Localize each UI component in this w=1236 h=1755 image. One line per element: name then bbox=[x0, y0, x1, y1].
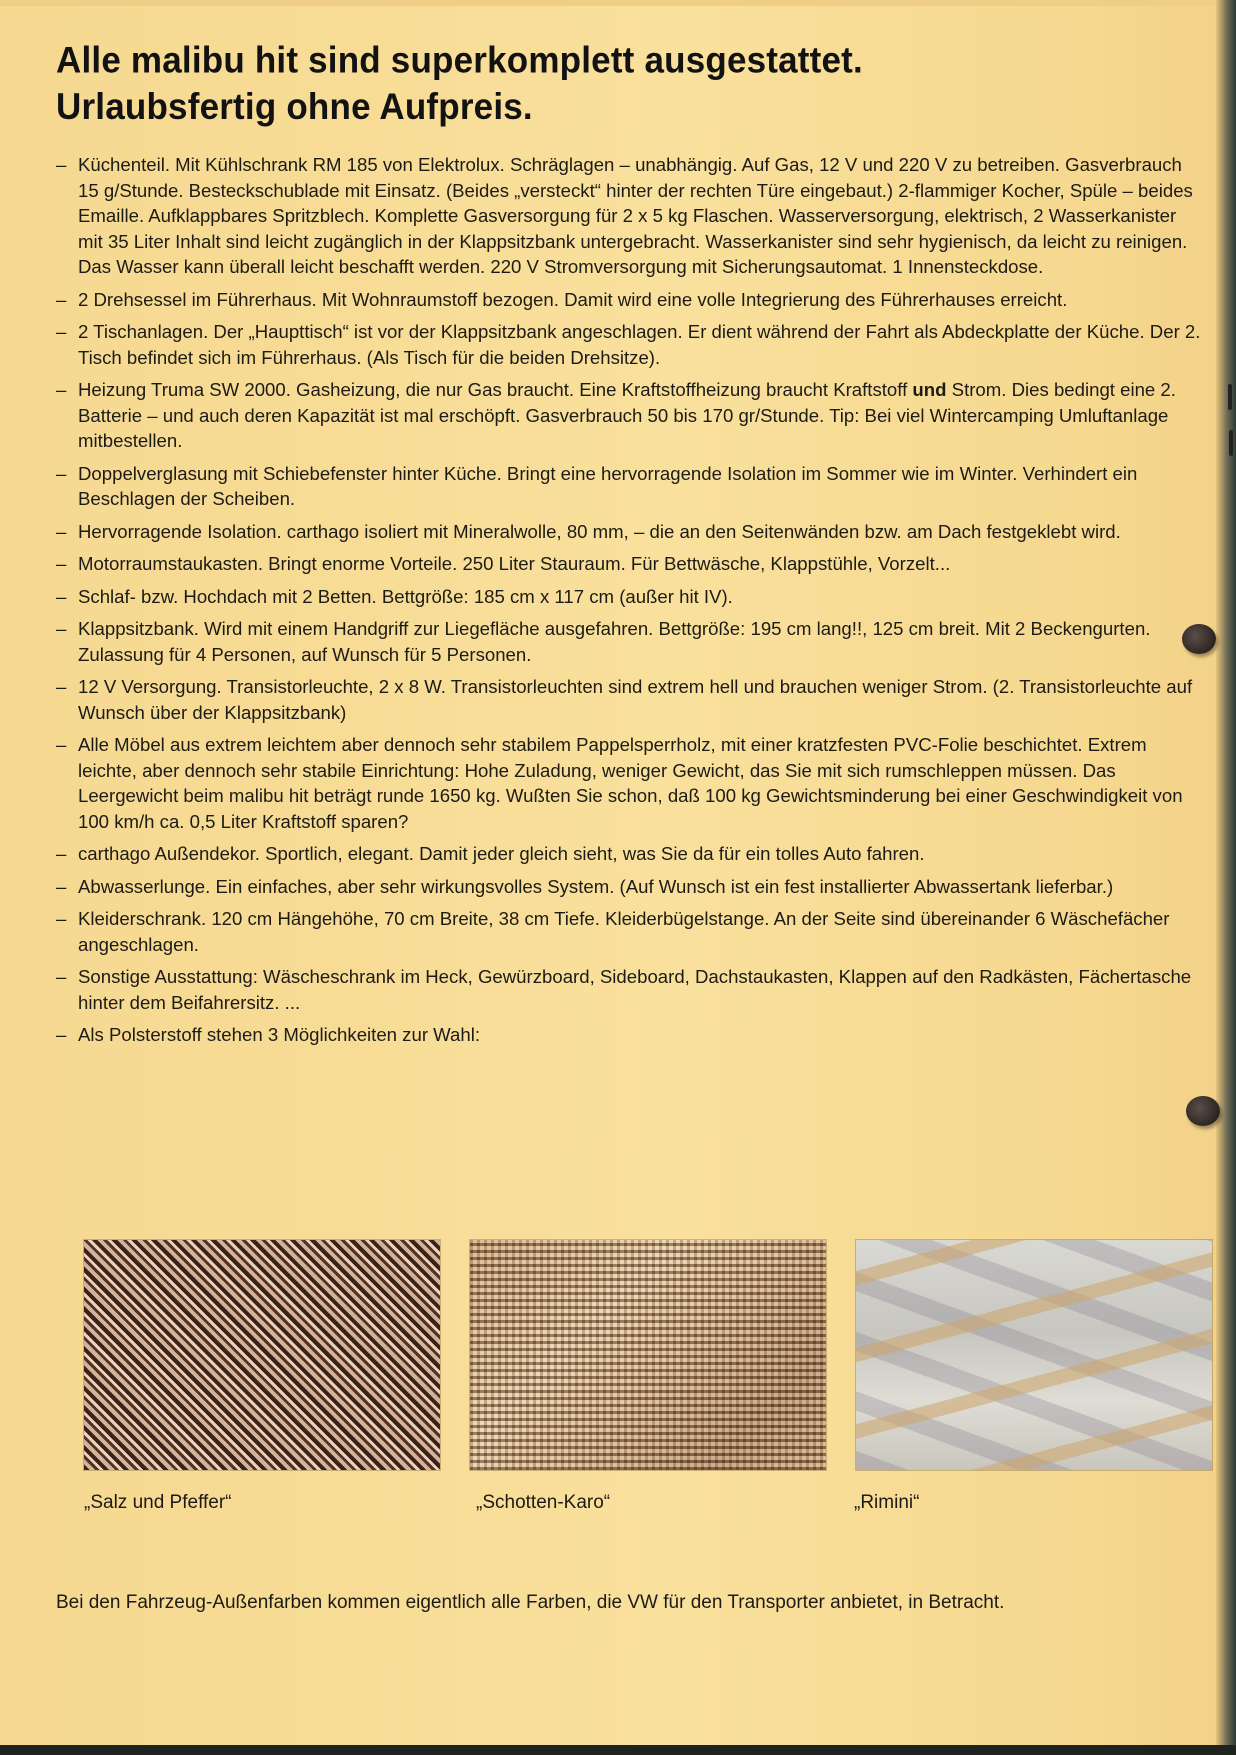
list-item-text: 2 Drehsessel im Führerhaus. Mit Wohnraumstoff bezogen. Damit wird eine volle Integrierung des Führerhauses erreicht. bbox=[78, 288, 1068, 310]
fabric-swatches bbox=[84, 1240, 1214, 1530]
list-dash: – bbox=[56, 520, 67, 542]
list-item-text: Abwasserlunge. Ein einfaches, aber sehr wirkungsvolles System. (Auf Wunsch ist ein fest installierter Abwassertank lieferbar.) bbox=[78, 875, 1114, 897]
page-bottom-edge bbox=[0, 1745, 1236, 1755]
list-item-text: Schlaf- bzw. Hochdach mit 2 Betten. Bettgröße: 185 cm x 117 cm (außer hit IV). bbox=[78, 585, 733, 607]
list-item bbox=[56, 874, 1206, 900]
list-item-text: Alle Möbel aus extrem leichtem aber dennoch sehr stabilem Pappelsperrholz, mit einer kratzfesten PVC-Folie beschichtet. Extrem leichte, aber dennoch sehr stabile Einrichtung: Hohe Zuladung, weniger Gewicht, das Sie mit sich rumschleppen müssen. Das Leergewicht beim malibu hit beträgt runde 1650 kg. Wußten Sie schon, daß 100 kg Gewichtsminderung bei einer Geschwindigkeit von 100 km/h ca. 0,5 Liter Kraftstoff sparen? bbox=[78, 734, 1183, 832]
list-dash: – bbox=[56, 676, 67, 697]
equipment-list bbox=[56, 152, 1206, 1055]
list-item-bold-word: und bbox=[912, 379, 947, 400]
list-dash: – bbox=[56, 288, 67, 310]
list-dash: – bbox=[56, 379, 67, 400]
list-item-text: Küchenteil. Mit Kühlschrank RM 185 von Elektrolux. Schräglagen – unabhängig. Auf Gas, 12 V und 220 V zu betreiben. Gasverbrauch 15 g/Stunde. Besteckschublade mit Einsatz. (Beides „versteckt“ hinter der rechten Türe eingebaut.) 2-flammiger Kocher, Spüle – beides Emaille. Aufklappbares Spritzblech. Komplette Gasversorgung für 2 x 5 kg Flaschen. Wasserversorgung, elektrisch, 2 Wasserkanister mit 35 Liter Inhalt sind leicht zugänglich in der Klappsitzbank untergebracht. Wasserkanister sind sehr hygienisch, da leicht zu reinigen. Das Wasser kann überall leicht beschafft werden. 220 V Stromversorgung mit Sicherungsautomat. 1 Innensteckdose. bbox=[78, 154, 1193, 277]
list-dash: – bbox=[56, 1024, 67, 1045]
page-right-edge bbox=[1216, 0, 1236, 1755]
margin-mark-upper bbox=[1228, 384, 1232, 410]
list-item-text: Als Polsterstoff stehen 3 Möglichkeiten zur Wahl: bbox=[78, 1024, 481, 1045]
list-item-text: Kleiderschrank. 120 cm Hängehöhe, 70 cm Breite, 38 cm Tiefe. Kleiderbügelstange. An der Seite sind übereinander 6 Wäschefächer angeschlagen. bbox=[78, 908, 1170, 955]
list-item bbox=[56, 674, 1206, 725]
list-dash: – bbox=[56, 462, 67, 484]
headline bbox=[56, 38, 1176, 130]
list-item-text: 12 V Versorgung. Transistorleuchte, 2 x 8 W. Transistorleuchten sind extrem hell und brauchen weniger Strom. (2. Transistorleuchte auf Wunsch über der Klappsitzbank) bbox=[78, 676, 1193, 723]
margin-mark-lower bbox=[1229, 430, 1233, 456]
list-dash: – bbox=[56, 966, 67, 987]
list-item-text: Doppelverglasung mit Schiebefenster hinter Küche. Bringt eine hervorragende Isolation im Sommer wie im Winter. Verhindert ein Beschlagen der Scheiben. bbox=[78, 462, 1138, 509]
list-item bbox=[56, 519, 1206, 545]
list-item-text-part: Strom. Dies bedingt eine 2. Batterie – und auch deren Kapazität ist mal erschöpft. Gasverbrauch 50 bis 170 gr/Stunde. Tip: Bei viel Wintercamping Umluftanlage mitbestellen. bbox=[78, 379, 1176, 451]
list-dash: – bbox=[56, 875, 67, 897]
list-dash: – bbox=[56, 618, 67, 639]
list-item-text: Sonstige Ausstattung: Wäscheschrank im Heck, Gewürzboard, Sideboard, Dachstaukasten, Klappen auf den Radkästen, Fächertasche hinter dem Beifahrersitz. ... bbox=[78, 966, 1192, 1013]
fabric-caption: „Schotten-Karo“ bbox=[476, 1492, 611, 1513]
list-item-text: Hervorragende Isolation. carthago isoliert mit Mineralwolle, 80 mm, – die an den Seitenwänden bzw. am Dach festgeklebt wird. bbox=[78, 520, 1121, 542]
fabric-caption: „Rimini“ bbox=[854, 1492, 920, 1513]
punch-hole-lower bbox=[1186, 1096, 1220, 1126]
list-item bbox=[56, 964, 1206, 1015]
list-item-text: Motorraumstaukasten. Bringt enorme Vorteile. 250 Liter Stauraum. Für Bettwäsche, Klappstühle, Vorzelt... bbox=[78, 553, 951, 574]
list-dash: – bbox=[56, 908, 67, 929]
list-dash: – bbox=[56, 734, 67, 755]
list-item bbox=[56, 152, 1206, 280]
fabric-swatch-salz-und-pfeffer bbox=[84, 1240, 440, 1470]
list-item bbox=[56, 1022, 1206, 1048]
list-item-text-part: Heizung Truma SW 2000. Gasheizung, die nur Gas braucht. Eine Kraftstoffheizung braucht Kraftstoff bbox=[78, 379, 913, 400]
headline-line-2: Urlaubsfertig ohne Aufpreis. bbox=[56, 86, 533, 128]
fabric-swatch-rimini bbox=[856, 1240, 1212, 1470]
list-item-text bbox=[78, 379, 1176, 451]
list-item-text: carthago Außendekor. Sportlich, elegant. Damit jeder gleich sieht, was Sie da für ein tolles Auto fahren. bbox=[78, 843, 925, 864]
list-item bbox=[56, 732, 1206, 834]
list-item bbox=[56, 616, 1206, 667]
fabric-swatch-schotten-karo bbox=[470, 1240, 826, 1470]
list-dash: – bbox=[56, 321, 67, 342]
list-dash: – bbox=[56, 585, 67, 607]
list-item-text: Klappsitzbank. Wird mit einem Handgriff zur Liegefläche ausgefahren. Bettgröße: 195 cm lang!!, 125 cm breit. Mit 2 Beckengurten. Zulassung für 4 Personen, auf Wunsch für 5 Personen. bbox=[78, 618, 1151, 665]
list-item bbox=[56, 551, 1206, 577]
headline-line-1: Alle malibu hit sind superkomplett ausgestattet. bbox=[56, 40, 863, 82]
list-dash: – bbox=[56, 154, 67, 175]
list-item bbox=[56, 461, 1206, 512]
page-top-edge bbox=[0, 0, 1216, 6]
list-dash: – bbox=[56, 553, 67, 574]
list-item bbox=[56, 319, 1206, 370]
fabric-caption: „Salz und Pfeffer“ bbox=[84, 1492, 232, 1513]
list-item bbox=[56, 906, 1206, 957]
list-item bbox=[56, 584, 1206, 610]
list-item bbox=[56, 841, 1206, 867]
list-item bbox=[56, 287, 1206, 313]
footer-note: Bei den Fahrzeug-Außenfarben kommen eigentlich alle Farben, die VW für den Transporter anbietet, in Betracht. bbox=[56, 1592, 1005, 1613]
list-item-text: 2 Tischanlagen. Der „Haupttisch“ ist vor der Klappsitzbank angeschlagen. Er dient während der Fahrt als Abdeckplatte der Küche. Der 2. Tisch befindet sich im Führerhaus. (Als Tisch für die beiden Drehsitze). bbox=[78, 321, 1201, 368]
list-item bbox=[56, 377, 1206, 454]
list-dash: – bbox=[56, 843, 67, 864]
